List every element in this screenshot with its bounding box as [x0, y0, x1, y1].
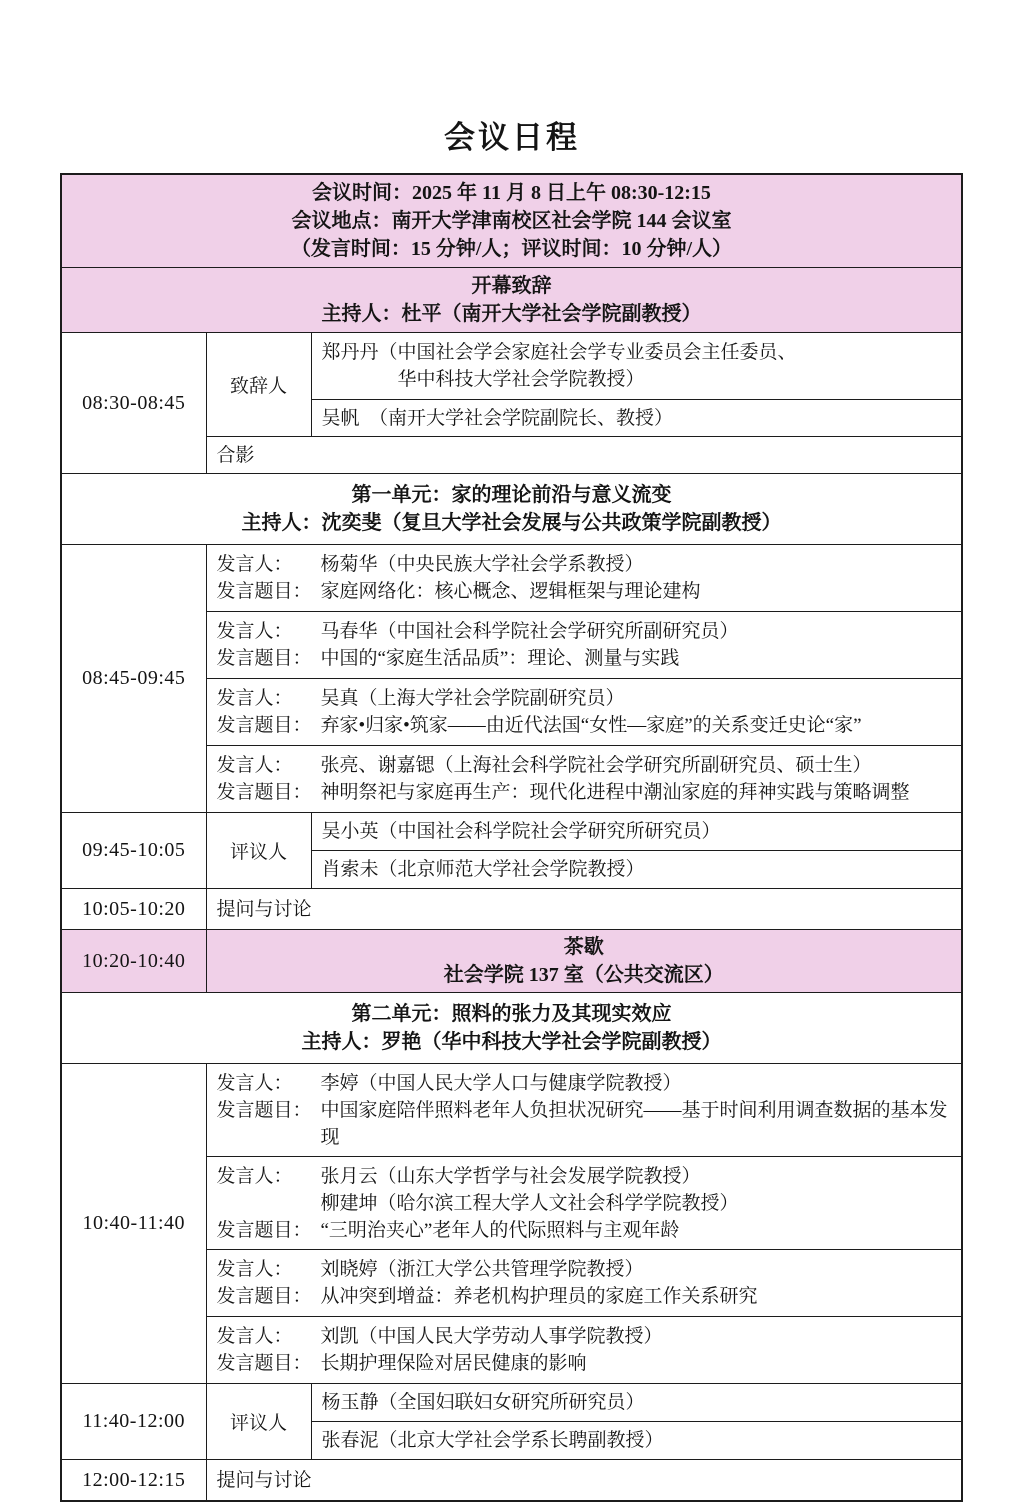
topic-label: 发言题目： [216, 1353, 312, 1374]
talk-topic: 从冲突到增益：养老机构护理员的家庭工作关系研究 [320, 1286, 758, 1307]
schedule-table [60, 173, 963, 1502]
speaker-label: 发言人： [216, 688, 293, 709]
unit2-banner-cell [61, 993, 962, 1064]
conference-note-line: （发言时间：15 分钟/人；评议时间：10 分钟/人） [290, 238, 733, 260]
group-photo-cell: 合影 [206, 437, 962, 474]
talk-cell [206, 746, 962, 813]
talk-cell [206, 612, 962, 679]
speaker-label-spacer [217, 1190, 321, 1217]
talk-topic: 神明祭祀与家庭再生产：现代化进程中潮汕家庭的拜神实践与策略调整 [320, 782, 910, 803]
talk-cell [206, 679, 962, 746]
topic-label: 发言题目： [216, 648, 312, 669]
unit1-discussion-time-cell: 10:05-10:20 [61, 889, 206, 930]
opening-banner-cell [61, 268, 962, 333]
topic-label: 发言题目： [216, 581, 312, 602]
speaker-name: 马春华（中国社会科学院社会学研究所副研究员） [320, 621, 739, 642]
page-title: 会议日程 [444, 120, 580, 155]
speaker-label: 发言人： [216, 1326, 293, 1347]
speaker-name: 张月云（山东大学哲学与社会发展学院教授） [320, 1165, 701, 1187]
unit2-discussion-time-cell: 12:00-12:15 [61, 1460, 206, 1502]
discussion-cell: 提问与讨论 [206, 1460, 962, 1502]
talk-cell [206, 545, 962, 612]
discussion-cell: 提问与讨论 [206, 889, 962, 930]
topic-label: 发言题目： [216, 715, 312, 736]
tea-break-location: 社会学院 137 室（公共交流区） [443, 964, 724, 986]
unit1-discussion-row [61, 889, 962, 930]
talk-topic: “三明治夹心”老年人的代际照料与主观年龄 [320, 1219, 680, 1241]
unit1-banner-cell [61, 474, 962, 545]
talk-topic: 长期护理保险对居民健康的影响 [320, 1353, 587, 1374]
opening-role-cell: 致辞人 [206, 333, 311, 437]
greeter-1-line-1: 郑丹丹（中国社会学会家庭社会学专业委员会主任委员、 [321, 342, 797, 363]
unit1-talk-row-1 [61, 545, 962, 612]
info-banner-row [61, 174, 962, 268]
topic-label: 发言题目： [216, 782, 312, 803]
unit1-heading: 第一单元：家的理论前沿与意义流变 [351, 484, 672, 506]
unit1-host: 主持人：沈奕斐（复旦大学社会发展与公共政策学院副教授） [241, 512, 782, 534]
reviewer-cell: 肖索未（北京师范大学社会学院教授） [311, 851, 962, 889]
reviewer-cell: 吴小英（中国社会科学院社会学研究所研究员） [311, 813, 962, 851]
unit1-review-row-1 [61, 813, 962, 851]
unit1-review-role-cell: 评议人 [206, 813, 311, 889]
topic-label: 发言题目： [216, 1219, 312, 1241]
unit2-time-cell: 10:40-11:40 [61, 1064, 206, 1384]
unit2-discussion-row [61, 1460, 962, 1502]
talk-topic: 中国的“家庭生活品质”：理论、测量与实践 [320, 648, 680, 669]
talk-topic: 家庭网络化：核心概念、逻辑框架与理论建构 [320, 581, 701, 602]
speaker-name: 杨菊华（中央民族大学社会学系教授） [320, 554, 644, 575]
talk-cell [206, 1064, 962, 1157]
unit2-review-time-cell: 11:40-12:00 [61, 1384, 206, 1460]
speaker-label: 发言人： [216, 755, 293, 776]
speaker-label: 发言人： [216, 1259, 293, 1280]
unit1-time-cell: 08:45-09:45 [61, 545, 206, 813]
speaker-label: 发言人： [216, 554, 293, 575]
speaker-name: 刘凯（中国人民大学劳动人事学院教授） [320, 1326, 663, 1347]
talk-topic: 弃家•归家•筑家——由近代法国“女性—家庭”的关系变迁史论“家” [320, 715, 862, 736]
speaker-label: 发言人： [216, 1165, 293, 1187]
unit2-review-role-cell: 评议人 [206, 1384, 311, 1460]
opening-heading: 开幕致辞 [471, 275, 552, 297]
tea-break-row [61, 930, 962, 993]
speaker-name: 刘晓婷（浙江大学公共管理学院教授） [320, 1259, 644, 1280]
greeter-cell-2: 吴帆 （南开大学社会学院副院长、教授） [311, 400, 962, 437]
topic-label: 发言题目： [216, 1286, 312, 1307]
conference-time-line: 会议时间：2025 年 11 月 8 日上午 08:30-12:15 [312, 182, 711, 204]
conference-info-cell [61, 174, 962, 268]
topic-label: 发言题目： [216, 1099, 312, 1121]
conference-venue-line: 会议地点：南开大学津南校区社会学院 144 会议室 [291, 210, 732, 232]
unit1-review-time-cell: 09:45-10:05 [61, 813, 206, 889]
unit2-host: 主持人：罗艳（华中科技大学社会学院副教授） [301, 1031, 722, 1053]
opening-time-cell: 08:30-08:45 [61, 333, 206, 474]
speaker-label: 发言人： [216, 1072, 293, 1094]
speaker-label: 发言人： [216, 621, 293, 642]
tea-break-title: 茶歇 [563, 936, 604, 958]
talk-cell [206, 1250, 962, 1317]
reviewer-cell: 杨玉静（全国妇联妇女研究所研究员） [311, 1384, 962, 1422]
greeter-cell-1 [311, 333, 962, 400]
greeter-1-line-2: 华中科技大学社会学院教授） [397, 369, 645, 390]
reviewer-cell: 张春泥（北京大学社会学系长聘副教授） [311, 1422, 962, 1460]
talk-cell [206, 1317, 962, 1384]
opening-banner-row [61, 268, 962, 333]
speaker-name: 张亮、谢嘉锶（上海社会科学院社会学研究所副研究员、硕士生） [320, 755, 872, 776]
speaker-name: 吴真（上海大学社会学院副研究员） [320, 688, 625, 709]
speaker-name: 李婷（中国人民大学人口与健康学院教授） [320, 1072, 682, 1094]
unit2-review-row-1 [61, 1384, 962, 1422]
schedule-table-wrapper [60, 173, 964, 1502]
unit2-heading: 第二单元：照料的张力及其现实效应 [351, 1003, 672, 1025]
unit2-talk-row-1 [61, 1064, 962, 1157]
speaker-name-2: 柳建坤（哈尔滨工程大学人文社会科学学院教授） [320, 1192, 739, 1214]
unit2-banner-row [61, 993, 962, 1064]
talk-cell [206, 1157, 962, 1250]
opening-host: 主持人：杜平（南开大学社会学院副教授） [321, 303, 702, 325]
tea-break-time-cell: 10:20-10:40 [61, 930, 206, 993]
talk-topic: 中国家庭陪伴照料老年人负担状况研究——基于时间利用调查数据的基本发现 [320, 1099, 948, 1148]
opening-row-1 [61, 333, 962, 400]
unit1-banner-row [61, 474, 962, 545]
tea-break-cell [206, 930, 962, 993]
